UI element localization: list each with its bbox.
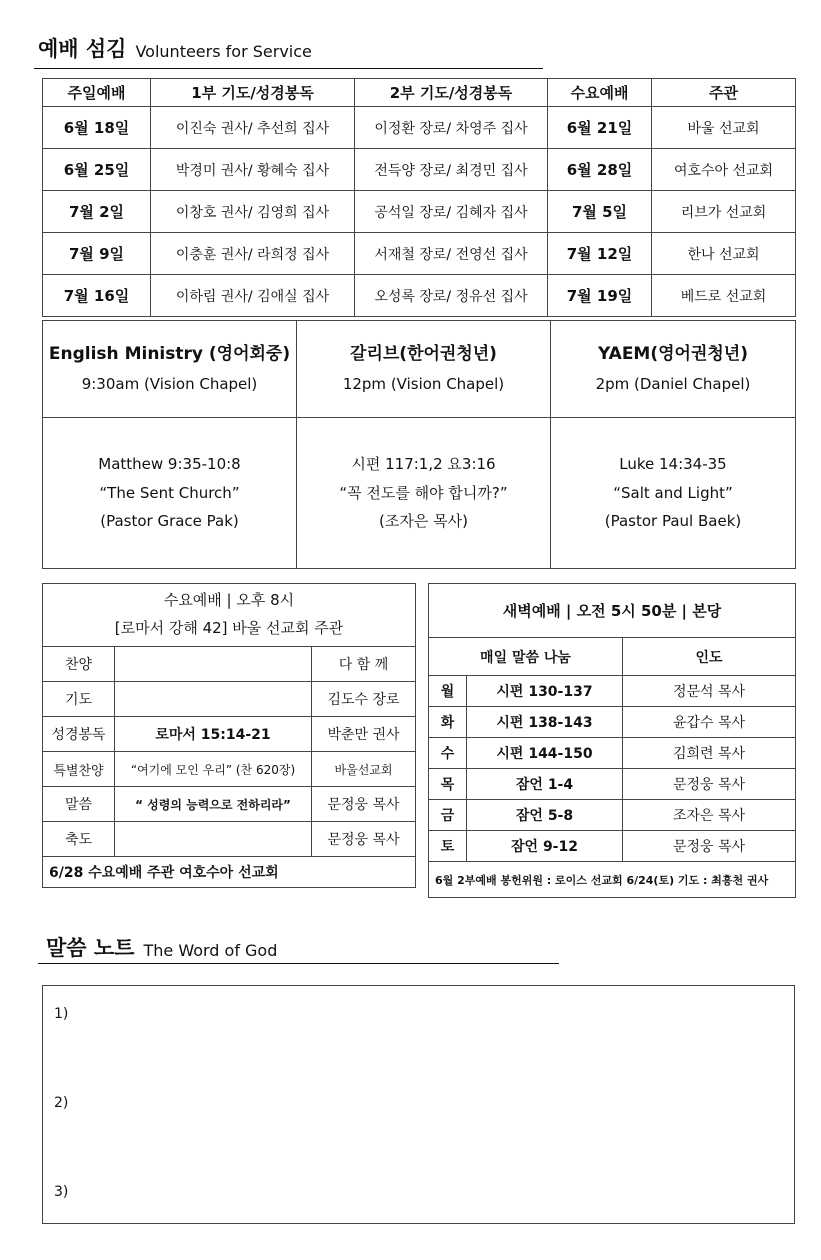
- first-service-volunteers: 이하림 권사/ 김애실 집사: [151, 275, 355, 317]
- host-mission: 리브가 선교회: [652, 191, 796, 233]
- volunteers-header: 2부 기도/성경봉독: [355, 79, 548, 107]
- service-time: 9:30am (Vision Chapel): [81, 374, 258, 393]
- sunday-date: 7월 2일: [43, 191, 151, 233]
- services-sermon-row: [43, 418, 796, 569]
- wednesday-heading-time: 수요예배 | 오후 8시: [163, 591, 295, 610]
- order-person: 김도수 장로: [312, 682, 416, 717]
- note-item-number: 1): [54, 1006, 69, 1022]
- table-row: [429, 831, 796, 862]
- notes-title: [46, 932, 277, 962]
- service-time: 12pm (Vision Chapel): [342, 374, 505, 393]
- first-service-volunteers: 박경미 권사/ 황혜숙 집사: [151, 149, 355, 191]
- dawn-leader: 정문석 목사: [623, 676, 796, 707]
- table-row: [43, 682, 416, 717]
- dawn-leader: 조자은 목사: [623, 800, 796, 831]
- service-time: 2pm (Daniel Chapel): [595, 374, 751, 393]
- sermon-passage: Matthew 9:35-10:8: [98, 455, 241, 474]
- table-row: [43, 717, 416, 752]
- wednesday-heading: [43, 584, 416, 647]
- notes-title-ko: 말씀 노트: [46, 936, 135, 960]
- sunday-date: 7월 9일: [43, 233, 151, 275]
- sermon-preacher: (Pastor Paul Baek): [604, 512, 742, 531]
- service-galib: [297, 321, 551, 418]
- wednesday-date: 6월 21일: [548, 107, 652, 149]
- sermon-english-ministry: [43, 418, 297, 569]
- service-name: YAEM(영어권청년): [597, 344, 749, 365]
- volunteers-title-en: Volunteers for Service: [135, 42, 312, 61]
- sermon-title: “The Sent Church”: [99, 483, 240, 502]
- dawn-day: 월: [429, 676, 467, 707]
- dawn-passage: 시편 138-143: [467, 707, 623, 738]
- dawn-passage: 시편 144-150: [467, 738, 623, 769]
- table-row: [43, 149, 796, 191]
- dawn-leader: 문정웅 목사: [623, 769, 796, 800]
- dawn-col-leader: 인도: [623, 638, 796, 676]
- sermon-passage: 시편 117:1,2 요3:16: [351, 455, 496, 474]
- dawn-service-table: [428, 583, 796, 898]
- table-row: [43, 647, 416, 682]
- dawn-passage: 시편 130-137: [467, 676, 623, 707]
- order-label: 찬양: [43, 647, 115, 682]
- table-row: [429, 738, 796, 769]
- table-row: [43, 275, 796, 317]
- sermon-passage: Luke 14:34-35: [619, 455, 727, 474]
- table-row: [43, 233, 796, 275]
- first-service-volunteers: 이진숙 권사/ 추선희 집사: [151, 107, 355, 149]
- host-mission: 베드로 선교회: [652, 275, 796, 317]
- wednesday-footer: 6/28 수요예배 주관 여호수아 선교회: [43, 857, 416, 888]
- volunteers-header: 주관: [652, 79, 796, 107]
- table-row: [43, 752, 416, 787]
- dawn-leader: 김희련 목사: [623, 738, 796, 769]
- first-service-volunteers: 이충훈 권사/ 라희정 집사: [151, 233, 355, 275]
- dawn-day: 수: [429, 738, 467, 769]
- wednesday-heading-row: [43, 584, 416, 647]
- second-service-volunteers: 전득양 장로/ 최경민 집사: [355, 149, 548, 191]
- dawn-passage: 잠언 1-4: [467, 769, 623, 800]
- order-person: 바울선교회: [312, 752, 416, 787]
- sunday-date: 6월 18일: [43, 107, 151, 149]
- host-mission: 여호수아 선교회: [652, 149, 796, 191]
- table-row: [43, 787, 416, 822]
- table-row: [43, 191, 796, 233]
- volunteers-header: 주일예배: [43, 79, 151, 107]
- dawn-day: 화: [429, 707, 467, 738]
- order-content: “ 성령의 능력으로 전하리라”: [115, 787, 312, 822]
- host-mission: 한나 선교회: [652, 233, 796, 275]
- dawn-footer: 6월 2부예배 봉헌위원 : 로이스 선교회 6/24(토) 기도 : 최흥천 권사: [429, 862, 796, 898]
- services-table: [42, 320, 796, 569]
- order-label: 축도: [43, 822, 115, 857]
- sermon-preacher: (조자은 목사): [379, 512, 468, 531]
- second-service-volunteers: 서재철 장로/ 전영선 집사: [355, 233, 548, 275]
- sunday-date: 6월 25일: [43, 149, 151, 191]
- dawn-day: 금: [429, 800, 467, 831]
- note-item-number: 2): [54, 1095, 69, 1111]
- sermon-title: “꼭 전도를 해야 합니까?”: [339, 483, 508, 502]
- table-row: [429, 707, 796, 738]
- order-content: [115, 647, 312, 682]
- second-service-volunteers: 이정환 장로/ 차영주 집사: [355, 107, 548, 149]
- order-content: [115, 822, 312, 857]
- order-person: 박춘만 권사: [312, 717, 416, 752]
- notes-title-en: The Word of God: [143, 941, 278, 960]
- sermon-preacher: (Pastor Grace Pak): [100, 512, 239, 531]
- order-label: 성경봉독: [43, 717, 115, 752]
- order-content: [115, 682, 312, 717]
- sermon-yaem: [551, 418, 796, 569]
- dawn-day: 토: [429, 831, 467, 862]
- second-service-volunteers: 오성록 장로/ 정유선 집사: [355, 275, 548, 317]
- wednesday-date: 7월 5일: [548, 191, 652, 233]
- dawn-footer-row: [429, 862, 796, 898]
- wednesday-service-table: [42, 583, 416, 888]
- volunteers-header: 수요예배: [548, 79, 652, 107]
- table-row: [429, 676, 796, 707]
- order-person: 다 함 께: [312, 647, 416, 682]
- dawn-heading: 새벽예배 | 오전 5시 50분 | 본당: [429, 584, 796, 638]
- wednesday-date: 6월 28일: [548, 149, 652, 191]
- order-person: 문정웅 목사: [312, 822, 416, 857]
- service-name: English Ministry (영어회중): [48, 344, 291, 365]
- volunteers-header-row: [43, 79, 796, 107]
- volunteers-title: [38, 33, 312, 63]
- first-service-volunteers: 이창호 권사/ 김영희 집사: [151, 191, 355, 233]
- sermon-title: “Salt and Light”: [613, 483, 733, 502]
- sunday-date: 7월 16일: [43, 275, 151, 317]
- host-mission: 바울 선교회: [652, 107, 796, 149]
- service-english-ministry: [43, 321, 297, 418]
- volunteers-header: 1부 기도/성경봉독: [151, 79, 355, 107]
- order-label: 기도: [43, 682, 115, 717]
- wednesday-date: 7월 19일: [548, 275, 652, 317]
- table-row: [43, 107, 796, 149]
- order-content: 로마서 15:14-21: [115, 717, 312, 752]
- order-label: 말씀: [43, 787, 115, 822]
- notes-title-underline: [38, 963, 559, 964]
- table-row: [429, 800, 796, 831]
- service-yaem: [551, 321, 796, 418]
- dawn-day: 목: [429, 769, 467, 800]
- table-row: [429, 769, 796, 800]
- order-label: 특별찬양: [43, 752, 115, 787]
- notes-box[interactable]: [42, 985, 795, 1224]
- dawn-col-reading: 매일 말씀 나눔: [429, 638, 623, 676]
- table-row: [43, 822, 416, 857]
- services-header-row: [43, 321, 796, 418]
- dawn-subheader-row: [429, 638, 796, 676]
- wednesday-date: 7월 12일: [548, 233, 652, 275]
- dawn-passage: 잠언 9-12: [467, 831, 623, 862]
- dawn-passage: 잠언 5-8: [467, 800, 623, 831]
- dawn-leader: 문정웅 목사: [623, 831, 796, 862]
- order-content: “여기에 모인 우리” (찬 620장): [115, 752, 312, 787]
- wednesday-footer-row: [43, 857, 416, 888]
- second-service-volunteers: 공석일 장로/ 김혜자 집사: [355, 191, 548, 233]
- volunteers-table: [42, 78, 796, 317]
- volunteers-title-underline: [34, 68, 543, 69]
- volunteers-title-ko: 예배 섬김: [38, 37, 127, 61]
- sermon-galib: [297, 418, 551, 569]
- note-item-number: 3): [54, 1184, 69, 1200]
- dawn-heading-row: [429, 584, 796, 638]
- order-person: 문정웅 목사: [312, 787, 416, 822]
- wednesday-heading-series: [로마서 강해 42] 바울 선교회 주관: [114, 619, 344, 637]
- dawn-leader: 윤갑수 목사: [623, 707, 796, 738]
- service-name: 갈리브(한어권청년): [350, 344, 497, 365]
